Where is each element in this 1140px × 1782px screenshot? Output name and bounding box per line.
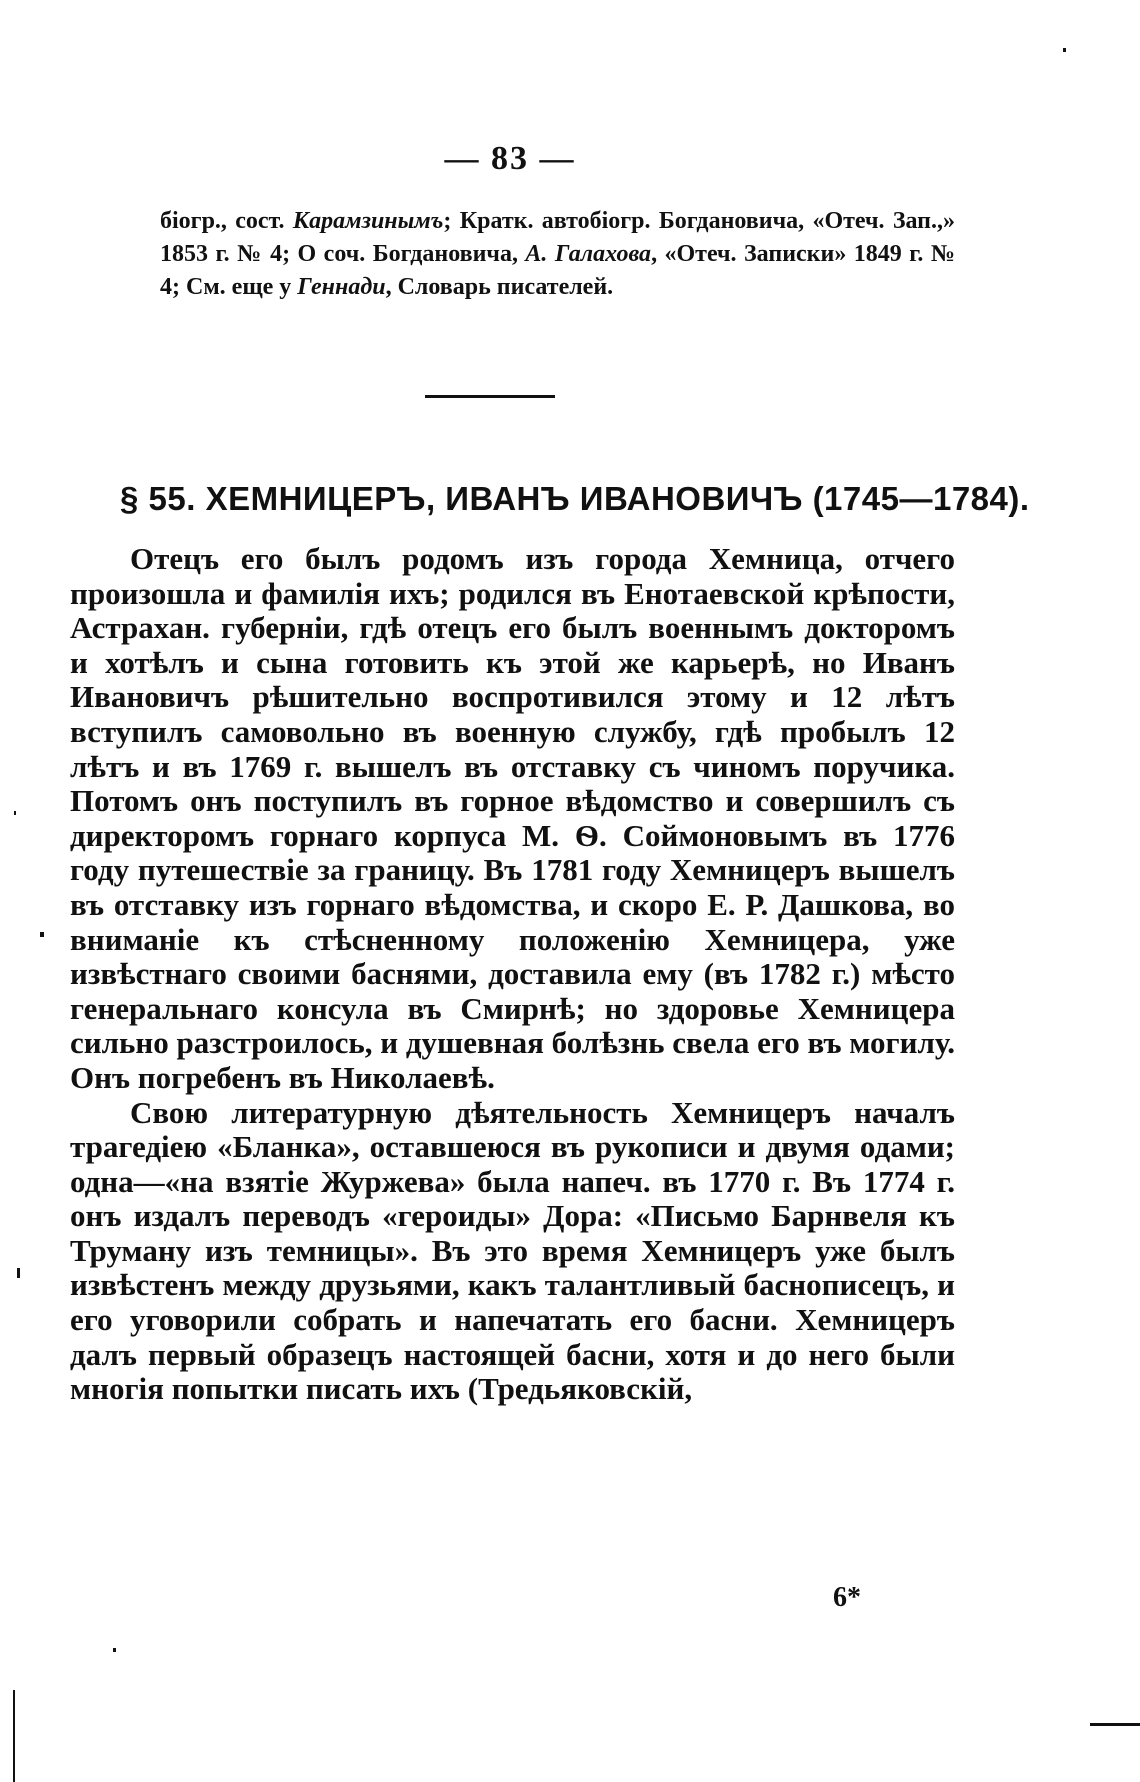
scan-speck [113,1648,116,1652]
ref-author-italic: Карамзинымъ [292,208,444,234]
ref-segment: , Словарь писателей. [385,274,614,300]
ref-segment: , «Отеч. Записки» 1849 г. № 4; См. еще у [160,241,955,300]
scan-edge-dash [1090,1723,1140,1726]
ref-segment: біогр., сост. [160,208,293,234]
scan-speck [14,811,16,815]
scan-speck [17,1268,20,1278]
page-number: — 83 — [444,140,576,177]
bibliography-paragraph [160,205,955,304]
body-text [70,542,955,1407]
scan-speck [40,932,44,937]
ref-author-italic: А. Галахова [525,241,652,267]
signature-mark: 6* [833,1582,861,1613]
section-divider [425,395,555,398]
bibliography-continuation [160,205,955,304]
body-paragraph-biography: Отецъ его былъ родомъ изъ города Хемница, отчего произошла и фамилія ихъ; родился въ Енотаевской крѣпости, Астрахан. губерніи, гдѣ отецъ его былъ военнымъ докторомъ и хотѣлъ и сына готовить къ этой же карьерѣ, но Иванъ Ивановичъ рѣшительно воспротивился этому и 12 лѣтъ вступилъ самовольно въ военную службу, гдѣ пробылъ 12 лѣтъ и въ 1769 г. вышелъ въ отставку съ чиномъ поручика. Потомъ онъ поступилъ въ горное вѣдомство и совершилъ съ директоромъ горнаго корпуса М. Ѳ. Соймоновымъ въ 1776 году путешествіе за границу. Въ 1781 году Хемницеръ вышелъ въ отставку изъ горнаго вѣдомства, и скоро Е. Р. Дашкова, во вниманіе къ стѣсненному положенію Хемницера, уже извѣстнаго своими баснями, доставила ему (въ 1782 г.) мѣсто генеральнаго консула въ Смирнѣ; но здоровье Хемницера сильно разстроилось, и душевная болѣзнь свела его въ могилу. Онъ погребенъ въ Николаевѣ. [70,541,955,1095]
section-heading: § 55. ХЕМНИЦЕРЪ, ИВАНЪ ИВАНОВИЧЪ (1745—1784). [120,480,1030,517]
ref-segment: ; Кратк. автобіогр. Богдановича, «Отеч. Зап.,» 1853 г. № 4; О соч. Богдановича, [160,208,956,267]
scan-speck [1063,48,1066,52]
scan-edge-line [13,1690,15,1782]
ref-author-italic: Геннади [297,274,386,300]
body-paragraph-literary-work: Свою литературную дѣятельность Хемницеръ началъ трагедіею «Бланка», оставшеюся въ рукописи и двумя одами; одна—«на взятіе Журжева» была напеч. въ 1770 г. Въ 1774 г. онъ издалъ переводъ «героиды» Дора: «Письмо Барнвеля къ Труману изъ темницы». Въ это время Хемницеръ уже былъ извѣстенъ между друзьями, какъ талантливый баснописецъ, и его уговорили собрать и напечатать его басни. Хемницеръ далъ первый образецъ настоящей басни, хотя и до него были многія попытки писать ихъ (Тредьяковскій, [70,1094,955,1407]
